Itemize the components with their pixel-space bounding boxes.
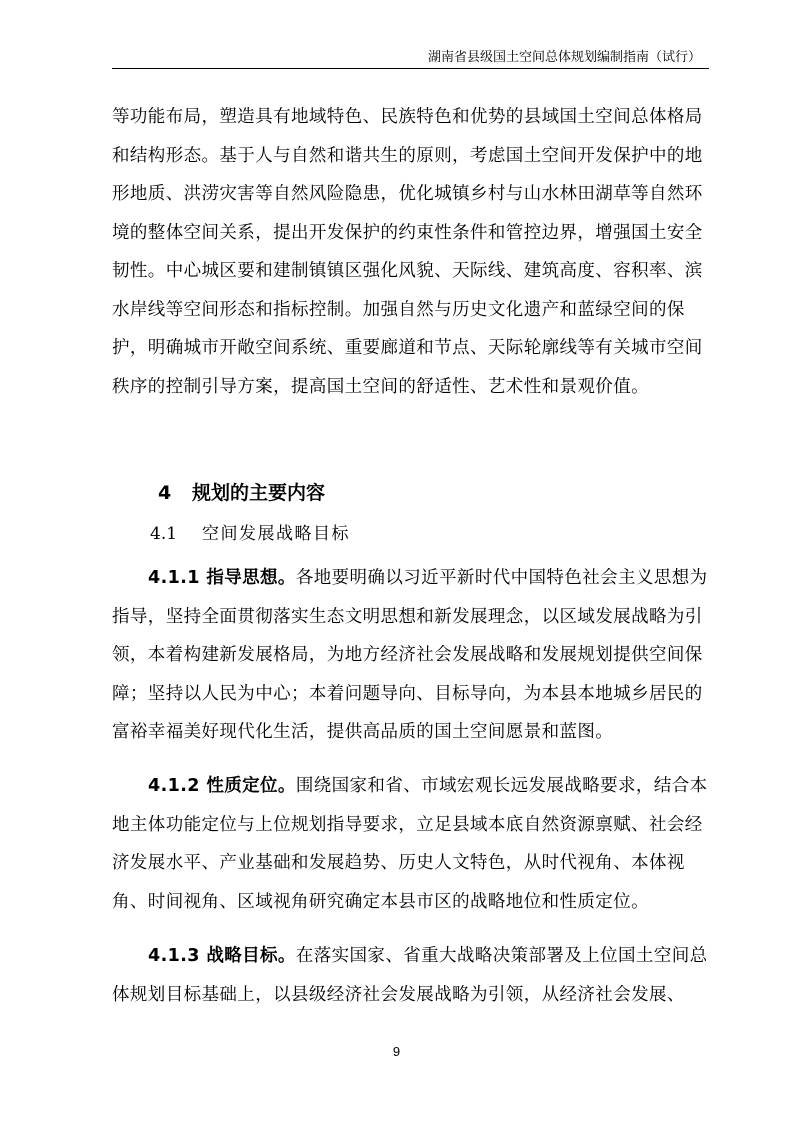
- intro-paragraph: 等功能布局，塑造具有地域特色、民族特色和优势的县域国土空间总体格局和结构形态。基于人与自然和谐共生的原则，考虑国土空间开发保护中的地形地质、洪涝灾害等自然风险隐患，优化城镇乡村与山水林田湖草等自然环境的整体空间关系，提出开发保护的约束性条件和管控边界，增强国土安全韧性。中心城区要和建制镇镇区强化风貌、天际线、建筑高度、容积率、滨水岸线等空间形态和指标控制。加强自然与历史文化遗产和蓝绿空间的保护，明确城市开敞空间系统、重要廊道和节点、天际轮廓线等有关城市空间秩序的控制引导方案，提高国土空间的舒适性、艺术性和景观价值。: [112, 107, 703, 397]
- section-heading: [158, 478, 325, 505]
- item-strategic-goals: [112, 937, 720, 1014]
- page-number: 9: [392, 1044, 401, 1059]
- item-text: 在落实国家、省重大战略决策部署及上位国土空间总体规划目标基础上，以县级经济社会发展战略为引领，从经济社会发展、: [112, 946, 708, 1005]
- subsection-title: 空间发展战略目标: [202, 524, 350, 544]
- item-paragraph: [112, 559, 720, 752]
- item-paragraph: [112, 767, 720, 921]
- page-header: [112, 44, 709, 69]
- item-lead: 4.1.3 战略目标。: [148, 946, 296, 966]
- item-paragraph: [112, 937, 720, 1014]
- item-text: 各地要明确以习近平新时代中国特色社会主义思想为指导，坚持全面贯彻落实生态文明思想和新发展理念，以区域发展战略为引领，本着构建新发展格局，为地方经济社会发展战略和发展规划提供空间保障；坚持以人民为中心；本着问题导向、目标导向，为本县本地城乡居民的富裕幸福美好现代化生活，提供高品质的国土空间愿景和蓝图。: [112, 568, 708, 742]
- header-title: 湖南省县级国土空间总体规划编制指南（试行）: [427, 50, 701, 65]
- intro-section: [112, 98, 720, 406]
- section-number: 4: [158, 482, 172, 504]
- item-lead: 4.1.1 指导思想。: [148, 568, 296, 588]
- item-text: 围绕国家和省、市域宏观长远发展战略要求，结合本地主体功能定位与上位规划指导要求，立足县域本底自然资源禀赋、社会经济发展水平、产业基础和发展趋势、历史人文特色，从时代视角、本体视角、时间视角、区域视角研究确定本县市区的战略地位和性质定位。: [112, 776, 708, 912]
- item-lead: 4.1.2 性质定位。: [148, 776, 296, 796]
- subsection-heading: [150, 519, 350, 544]
- section-title: 规划的主要内容: [192, 482, 326, 504]
- item-positioning: [112, 767, 720, 921]
- item-guiding-ideology: [112, 559, 720, 752]
- subsection-number: 4.1: [150, 524, 178, 544]
